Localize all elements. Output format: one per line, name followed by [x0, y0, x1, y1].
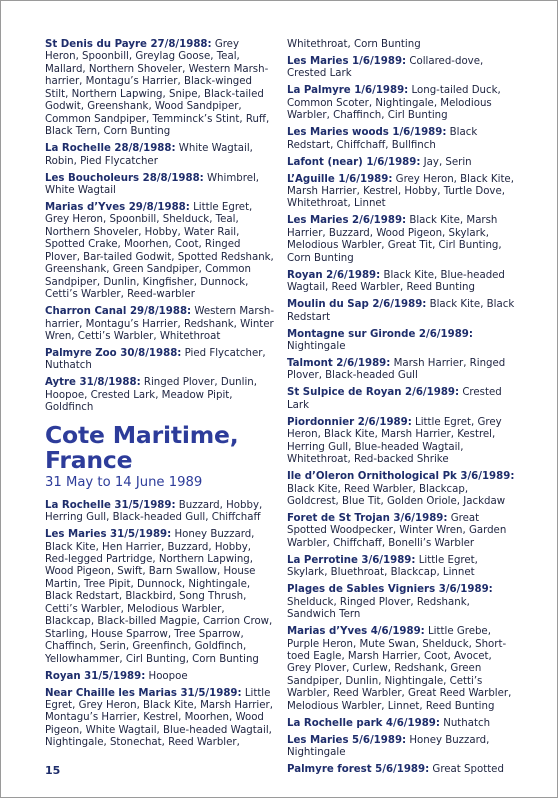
record-location: La Rochelle 28/8/1988:: [45, 143, 176, 155]
section-heading: [45, 420, 275, 492]
record-species: Black Redstart, Chiffchaff, Bullfinch: [287, 127, 478, 151]
record-species: Marsh Harrier, Ringed Plover, Black-headed Gull: [287, 357, 506, 382]
left-entries-top: [45, 39, 275, 415]
right-column: [287, 39, 519, 781]
record-location: Les Maries 31/5/1989:: [45, 529, 172, 541]
record-species: Western Marsh-harrier, Montagu’s Harrier, Redshank, Winter Wren, Cetti’s Warbler, Whitethroat: [45, 306, 275, 342]
record-species: Hoopoe: [145, 670, 188, 682]
record-location: Les Maries 1/6/1989:: [287, 55, 407, 67]
record-location: Near Chaille les Marias 31/5/1989:: [45, 687, 242, 699]
record-location: Lafont (near) 1/6/1989:: [287, 156, 421, 168]
record-location: L’Aguille 1/6/1989:: [287, 173, 393, 185]
record-species: Pied Flycatcher, Nuthatch: [45, 347, 266, 372]
record-location: Royan 31/5/1989:: [45, 670, 146, 682]
section-title: [45, 420, 275, 474]
record-entry: [287, 387, 519, 412]
section-title-line: Cote Maritime,: [45, 420, 239, 449]
record-location: Ile d’Oleron Ornithological Pk 3/6/1989:: [287, 471, 515, 483]
record-species: Little Egret, Skylark, Bluethroat, Blackcap, Linnet: [287, 554, 478, 579]
section-title-line: France: [45, 445, 133, 474]
record-species: Shelduck, Ringed Plover, Redshank, Sandwich Tern: [287, 596, 470, 621]
page-number: 15: [45, 764, 61, 777]
record-entry: [287, 174, 519, 211]
record-location: Palmyre Zoo 30/8/1988:: [45, 347, 182, 359]
record-location: La Palmyre 1/6/1989:: [287, 85, 409, 97]
record-species: Buzzard, Hobby, Herring Gull, Black-headed Gull, Chiffchaff: [45, 499, 263, 524]
record-location: Marias d’Yves 29/8/1988:: [45, 201, 190, 213]
record-entry: [45, 173, 275, 198]
record-entry: [287, 764, 519, 776]
record-entry: [45, 143, 275, 168]
record-species: Black Kite, Marsh Harrier, Buzzard, Wood Pigeon, Skylark, Melodious Warbler, Great Tit, Cirl Bunting, Corn Bunting: [287, 215, 502, 264]
record-species: Great Spotted Woodpecker, Winter Wren, Garden Warbler, Chiffchaff, Bonelli’s Warbler: [287, 512, 507, 549]
record-entry: [45, 39, 275, 139]
section-date-range: 31 May to 14 June 1989: [45, 474, 203, 490]
record-entry: [287, 584, 519, 621]
record-species: Ringed Plover, Dunlin, Hoopoe, Crested Lark, Meadow Pipit, Goldfinch: [45, 377, 257, 414]
record-entry: [287, 555, 519, 580]
record-location: Marias d’Yves 4/6/1989:: [287, 626, 425, 638]
record-location: Les Boucholeurs 28/8/1988:: [45, 172, 204, 184]
record-location: Charron Canal 29/8/1988:: [45, 306, 192, 318]
record-entry: [45, 348, 275, 373]
left-entries-bottom: [45, 500, 275, 750]
record-location: Talmont 2/6/1989:: [287, 357, 391, 369]
record-entry: [45, 306, 275, 343]
record-location: La Perrotine 3/6/1989:: [287, 554, 416, 566]
record-species: Honey Buzzard, Nightingale: [287, 734, 490, 759]
record-location: Les Maries 5/6/1989:: [287, 734, 407, 746]
record-entry: [287, 85, 519, 122]
record-entry: [287, 513, 519, 550]
record-entry: [287, 735, 519, 760]
record-entry: [45, 688, 275, 750]
record-entry: [45, 500, 275, 525]
record-species: Little Egret, Grey Heron, Black Kite, Marsh Harrier, Kestrel, Herring Gull, Blue-headed Wagtail, Whitethroat, Red-backed Shrike: [287, 416, 502, 466]
record-location: Montagne sur Gironde 2/6/1989:: [287, 328, 473, 340]
record-species: Little Grebe, Purple Heron, Mute Swan, Shelduck, Short-toed Eagle, Marsh Harrier, Coot, Avocet, Grey Plover, Curlew, Redshank, Green Sandpiper, Dunlin, Nightingale, Cetti’s Warbler, Reed Warbler, Great Reed Warbler, Melodious Warbler, Linnet, Reed Bunting: [287, 626, 512, 712]
record-species: Great Spotted: [429, 764, 504, 776]
record-entry: [287, 215, 519, 265]
record-location: Aytre 31/8/1988:: [45, 377, 141, 389]
record-entry: [287, 127, 519, 152]
record-species: Grey Heron, Spoonbill, Greylag Goose, Teal, Mallard, Northern Shoveler, Western Marsh-harrier, Montagu’s Harrier, Black-winged Stilt, Northern Lapwing, Snipe, Black-tailed Godwit, Greenshank, Wood Sandpiper, Common Sandpiper, Temminck’s Stint, Ruff, Black Tern, Corn Bunting: [45, 39, 270, 138]
record-location: La Rochelle 31/5/1989:: [45, 499, 176, 511]
record-location: Les Maries 2/6/1989:: [287, 215, 407, 227]
record-entry: [287, 358, 519, 383]
record-location: Piordonnier 2/6/1989:: [287, 416, 412, 428]
record-species: Whimbrel, White Wagtail: [45, 172, 260, 196]
record-entry: [287, 626, 519, 713]
record-species: Black Kite, Reed Warbler, Blackcap, Goldcrest, Blue Tit, Golden Oriole, Jackdaw: [287, 483, 506, 507]
record-species: Little Egret, Grey Heron, Spoonbill, Shelduck, Teal, Northern Shoveler, Hobby, Water Rail, Spotted Crake, Moorhen, Coot, Ringed Plover, Bar-tailed Godwit, Spotted Redshank, Greenshank, Green Sandpiper, Common Sandpiper, Dunlin, Kingfisher, Dunnock, Cetti’s Warbler, Reed-warbler: [45, 201, 274, 301]
record-entry: [287, 39, 519, 51]
record-species: White Wagtail, Robin, Pied Flycatcher: [45, 143, 253, 167]
record-location: Moulin du Sap 2/6/1989:: [287, 299, 427, 311]
record-species: Collared-dove, Crested Lark: [287, 55, 484, 80]
record-species: Nightingale: [287, 341, 346, 353]
record-entry: [287, 56, 519, 81]
record-location: Foret de St Trojan 3/6/1989:: [287, 512, 448, 524]
record-location: Palmyre forest 5/6/1989:: [287, 764, 430, 776]
left-column: [45, 39, 275, 754]
record-entry: [287, 270, 519, 295]
record-location: La Rochelle park 4/6/1989:: [287, 717, 440, 729]
record-species: Nuthatch: [439, 717, 491, 729]
record-entry: [287, 329, 519, 354]
record-entry: [45, 671, 275, 683]
record-species: Whitethroat, Corn Bunting: [287, 39, 421, 50]
record-species: Honey Buzzard, Black Kite, Hen Harrier, Buzzard, Hobby, Red-legged Partridge, Northern Lapwing, Wood Pigeon, Swift, Barn Swallow, House Martin, Tree Pipit, Dunnock, Nightingale, Black Redstart, Blackbird, Song Thrush, Cetti’s Warbler, Melodious Warbler, Blackcap, Black-billed Magpie, Carrion Crow, Starling, House Sparrow, Tree Sparrow, Chaffinch, Serin, Greenfinch, Goldfinch, Yellowhammer, Cirl Bunting, Corn Bunting: [45, 529, 273, 665]
record-entry: [287, 157, 519, 169]
record-location: St Sulpice de Royan 2/6/1989:: [287, 387, 460, 399]
record-species: Grey Heron, Black Kite, Marsh Harrier, Kestrel, Hobby, Turtle Dove, Whitethroat, Linnet: [287, 173, 514, 210]
record-entry: [45, 377, 275, 414]
record-entry: [45, 529, 275, 666]
record-entry: [287, 299, 519, 324]
record-entry: [287, 417, 519, 467]
record-location: St Denis du Payre 27/8/1988:: [45, 39, 212, 50]
record-species: Crested Lark: [287, 387, 502, 411]
record-species: Little Egret, Grey Heron, Black Kite, Marsh Harrier, Montagu’s Harrier, Kestrel, Moorhen, Wood Pigeon, White Wagtail, Blue-headed Wagtail, Nightingale, Stonechat, Reed Warbler,: [45, 687, 273, 749]
record-location: Royan 2/6/1989:: [287, 269, 381, 281]
record-species: Black Kite, Black Redstart: [287, 299, 515, 323]
record-location: Plages de Sables Vigniers 3/6/1989:: [287, 584, 493, 596]
record-species: Long-tailed Duck, Common Scoter, Nightingale, Melodious Warbler, Chaffinch, Cirl Bunting: [287, 85, 501, 122]
record-entry: [287, 471, 519, 508]
record-entry: [287, 718, 519, 730]
record-entry: [45, 202, 275, 302]
record-species: Jay, Serin: [420, 156, 472, 168]
record-species: Black Kite, Blue-headed Wagtail, Reed Warbler, Reed Bunting: [287, 269, 505, 294]
record-location: Les Maries woods 1/6/1989:: [287, 127, 447, 139]
